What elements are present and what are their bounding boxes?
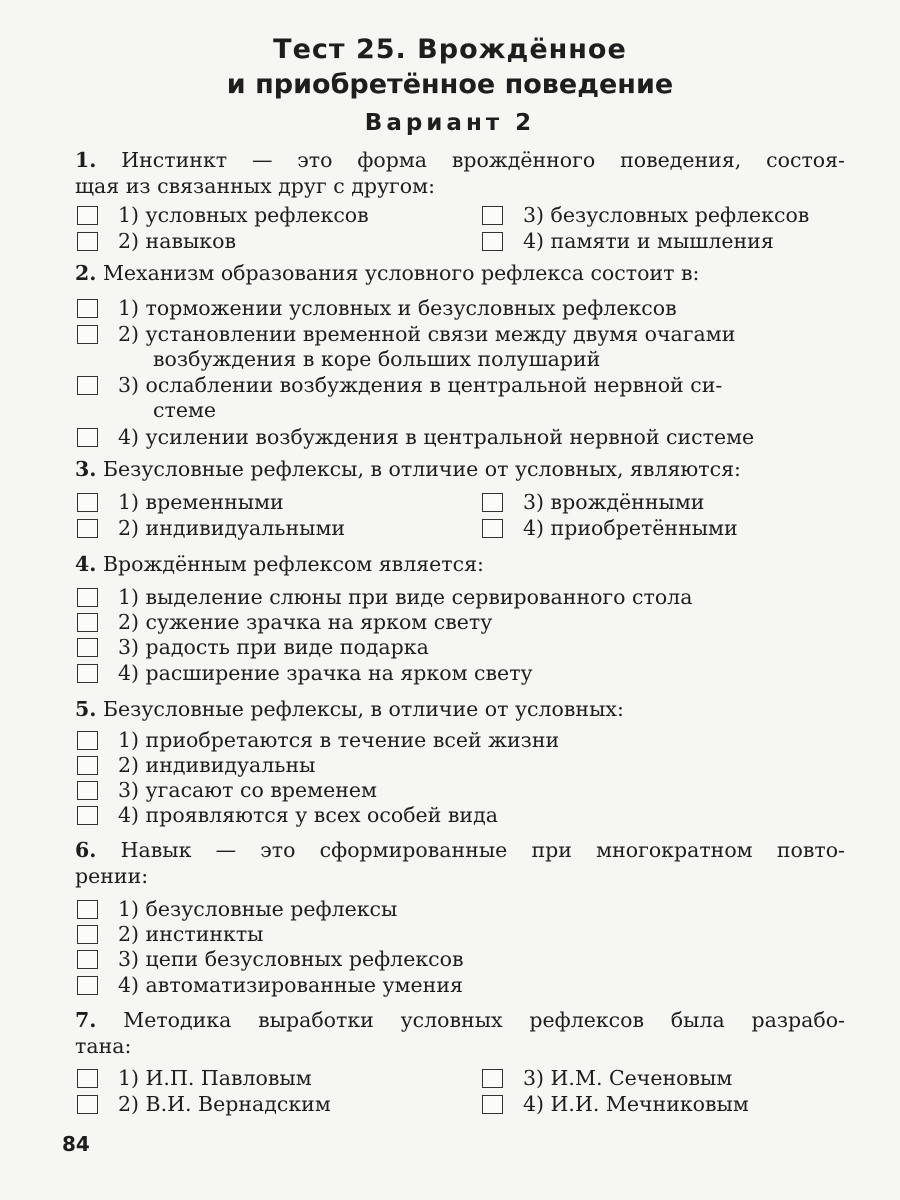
answer-label: 4) усилении возбуждения в центральной нервной системе (118, 425, 755, 449)
question-text (75, 864, 845, 888)
question-line: Инстинкт — это форма врождённого поведения, состоя- (121, 148, 845, 172)
question-text (75, 261, 845, 285)
answer-checkbox[interactable] (77, 325, 98, 344)
answer-checkbox[interactable] (77, 950, 98, 969)
question-line: Механизм образования условного рефлекса состоит в: (102, 261, 700, 285)
answer-option[interactable] (77, 425, 754, 449)
answer-checkbox[interactable] (77, 925, 98, 944)
answer-label: 1) безусловные рефлексы (118, 897, 398, 921)
answer-checkbox[interactable] (77, 299, 98, 318)
answer-option[interactable] (77, 947, 464, 971)
answer-option[interactable] (77, 1092, 331, 1116)
answer-option[interactable] (77, 897, 397, 921)
answer-label: 4) памяти и мышления (523, 229, 774, 253)
question-text (75, 148, 845, 172)
question-number: 4. (75, 552, 97, 576)
answer-label: 4) проявляются у всех особей вида (118, 803, 498, 827)
answer-label: 3) угасают со временем (118, 778, 377, 802)
question-number: 1. (75, 148, 97, 172)
answer-label: 3) радость при виде подарка (118, 635, 429, 659)
question-number: 6. (75, 838, 97, 862)
answer-label: 1) временными (118, 490, 284, 514)
question-line: Безусловные рефлексы, в отличие от условных: (102, 697, 624, 721)
answer-label: 2) установлении временной связи между двумя очагами (118, 322, 736, 346)
question-line: рении: (75, 864, 149, 888)
question-text (75, 174, 845, 198)
answer-label: 1) условных рефлексов (118, 203, 369, 227)
answer-label: 3) врождёнными (523, 490, 705, 514)
answer-label: 1) торможении условных и безусловных рефлексов (118, 296, 677, 320)
answer-label: 2) навыков (118, 229, 236, 253)
question-number: 7. (75, 1008, 97, 1032)
answer-checkbox[interactable] (482, 519, 503, 538)
answer-option[interactable] (77, 490, 284, 514)
page-number: 84 (62, 1132, 90, 1156)
test-subtitle: и приобретённое поведение (226, 69, 674, 100)
question-text (75, 1034, 845, 1058)
question-text (75, 838, 845, 862)
answer-option[interactable] (77, 322, 735, 346)
answer-option[interactable] (77, 753, 315, 777)
answer-checkbox[interactable] (77, 976, 98, 995)
answer-label: 1) И.П. Павловым (118, 1066, 312, 1090)
test-title: Тест 25. Врождённое (273, 34, 627, 65)
question-line: щая из связанных друг с другом: (75, 174, 435, 198)
answer-label: 4) автоматизированные умения (118, 973, 463, 997)
answer-checkbox[interactable] (77, 806, 98, 825)
answer-label-continuation: возбуждения в коре больших полушарий (153, 347, 601, 371)
answer-checkbox[interactable] (77, 519, 98, 538)
answer-label: 2) индивидуальны (118, 753, 316, 777)
answer-checkbox[interactable] (77, 664, 98, 683)
question-line: Безусловные рефлексы, в отличие от условных, являются: (102, 457, 741, 481)
answer-label: 4) И.И. Мечниковым (523, 1092, 749, 1116)
question-line: тана: (75, 1034, 132, 1058)
answer-option[interactable] (482, 1066, 732, 1090)
answer-option[interactable] (482, 1092, 749, 1116)
answer-option[interactable] (77, 229, 236, 253)
answer-checkbox[interactable] (77, 781, 98, 800)
answer-option[interactable] (77, 610, 492, 634)
answer-checkbox[interactable] (77, 1069, 98, 1088)
answer-checkbox[interactable] (77, 428, 98, 447)
question-text (75, 552, 845, 576)
answer-option[interactable] (77, 296, 677, 320)
answer-checkbox[interactable] (77, 493, 98, 512)
answer-label: 2) инстинкты (118, 922, 264, 946)
answer-option[interactable] (77, 585, 692, 609)
answer-label: 2) индивидуальными (118, 516, 346, 540)
answer-label: 2) сужение зрачка на ярком свету (118, 610, 493, 634)
answer-checkbox[interactable] (77, 206, 98, 225)
answer-option[interactable] (77, 973, 463, 997)
answer-option[interactable] (77, 728, 559, 752)
answer-checkbox[interactable] (77, 232, 98, 251)
answer-checkbox[interactable] (77, 731, 98, 750)
answer-checkbox[interactable] (482, 206, 503, 225)
answer-option[interactable] (77, 803, 498, 827)
answer-option[interactable] (77, 516, 345, 540)
answer-option[interactable] (482, 516, 738, 540)
answer-option[interactable] (77, 373, 722, 397)
answer-checkbox[interactable] (77, 756, 98, 775)
answer-label-continuation: стеме (153, 398, 217, 422)
answer-checkbox[interactable] (77, 588, 98, 607)
answer-label: 4) расширение зрачка на ярком свету (118, 661, 533, 685)
answer-option[interactable] (77, 778, 377, 802)
variant-heading: Вариант 2 (364, 110, 536, 136)
question-text (75, 697, 845, 721)
answer-checkbox[interactable] (77, 613, 98, 632)
answer-label: 1) выделение слюны при виде сервированного стола (118, 585, 693, 609)
answer-checkbox[interactable] (77, 900, 98, 919)
answer-checkbox[interactable] (482, 1069, 503, 1088)
answer-checkbox[interactable] (482, 232, 503, 251)
answer-option[interactable] (77, 203, 369, 227)
answer-option[interactable] (77, 1066, 312, 1090)
answer-option[interactable] (482, 229, 774, 253)
answer-label: 2) В.И. Вернадским (118, 1092, 331, 1116)
answer-option[interactable] (77, 922, 264, 946)
question-text (75, 457, 845, 481)
answer-label: 3) цепи безусловных рефлексов (118, 947, 464, 971)
answer-checkbox[interactable] (77, 638, 98, 657)
question-number: 2. (75, 261, 97, 285)
answer-option[interactable] (77, 635, 429, 659)
answer-option[interactable] (482, 203, 809, 227)
answer-label: 3) И.М. Сеченовым (523, 1066, 733, 1090)
question-number: 5. (75, 697, 97, 721)
answer-label: 1) приобретаются в течение всей жизни (118, 728, 560, 752)
answer-option[interactable] (77, 661, 533, 685)
question-line: Методика выработки условных рефлексов была разрабо- (123, 1008, 845, 1032)
question-line: Навык — это сформированные при многократном повто- (120, 838, 845, 862)
question-number: 3. (75, 457, 97, 481)
answer-label: 4) приобретёнными (523, 516, 738, 540)
answer-checkbox[interactable] (77, 376, 98, 395)
answer-option[interactable] (482, 490, 704, 514)
answer-checkbox[interactable] (77, 1095, 98, 1114)
answer-checkbox[interactable] (482, 1095, 503, 1114)
answer-checkbox[interactable] (482, 493, 503, 512)
question-line: Врождённым рефлексом является: (102, 552, 484, 576)
answer-label: 3) ослаблении возбуждения в центральной нервной си- (118, 373, 723, 397)
answer-label: 3) безусловных рефлексов (523, 203, 810, 227)
question-text (75, 1008, 845, 1032)
